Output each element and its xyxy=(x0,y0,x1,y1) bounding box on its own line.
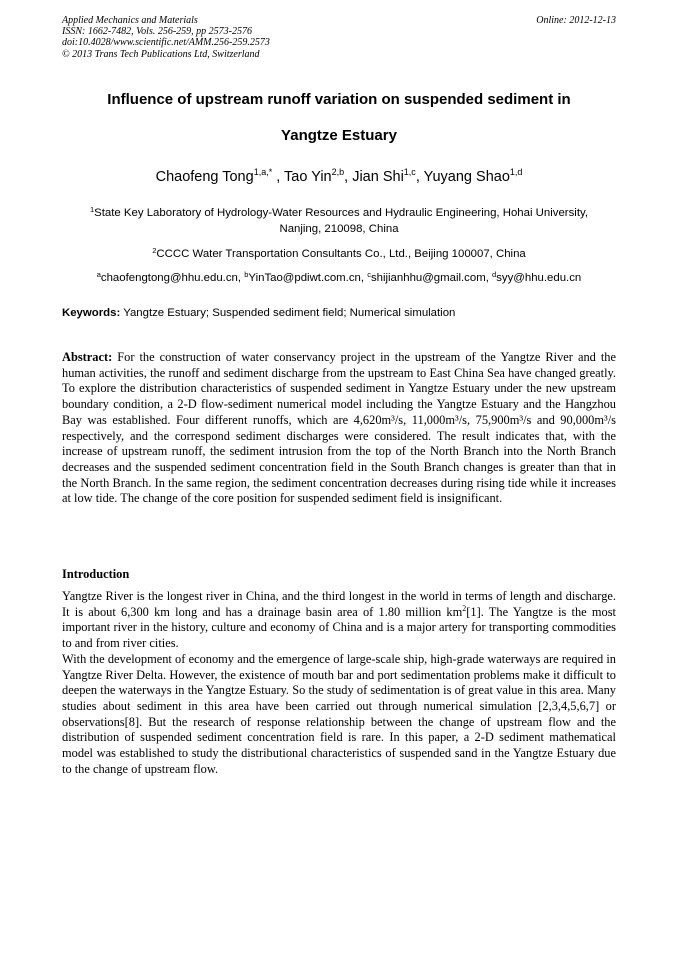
author-name: Tao Yin xyxy=(284,169,332,185)
abstract xyxy=(62,350,616,507)
affiliation-1 xyxy=(62,205,616,237)
author-list xyxy=(62,168,616,186)
author-name: Jian Shi xyxy=(352,169,404,185)
journal-doi: doi:10.4028/www.scientific.net/AMM.256-259.2573 xyxy=(62,37,270,49)
email-mark: b xyxy=(244,270,249,279)
affiliation-1-line-2: Nanjing, 210098, China xyxy=(279,223,399,235)
author-separator: , xyxy=(344,169,353,185)
affiliation-mark: 2 xyxy=(152,246,157,255)
email-mark: d xyxy=(492,270,497,279)
abstract-text: For the construction of water conservancy project in the upstream of the Yangtze River and the human activities, the runoff and sediment discharge from the upstream to East China Sea have changed greatly. To explore the distribution characteristics of suspended sediment in Yangtze Estuary under the new upstream boundary condition, a 2-D flow-sediment numerical model including the Yangtze Estuary and the Hangzhou Bay was established. Four different runoffs, which are 4,620m³/s, 11,000m³/s, 75,900m³/s and 90,000m³/s respectively, and the correspond sediment discharges were considered. The result indicates that, with the increase of upstream runoff, the sediment intrusion from the top of the North Branch into the North Branch decreases and the suspended sediment concentration field in the South Branch changes is greater than that in the North Branch. In the same region, the sediment concentration decreases during rising tide while it increases at low tide. The change of the core position for suspended sediment field is insignificant. xyxy=(62,350,616,506)
keywords-label: Keywords: xyxy=(62,307,121,319)
keywords xyxy=(62,305,616,321)
author-separator: , xyxy=(272,169,285,185)
journal-issn: ISSN: 1662-7482, Vols. 256-259, pp 2573-2576 xyxy=(62,26,252,38)
paper-title-line-1: Influence of upstream runoff variation on suspended sediment in xyxy=(107,91,571,108)
affiliation-2 xyxy=(62,246,616,262)
introduction-body xyxy=(62,589,616,777)
author-name: Yuyang Shao xyxy=(423,169,510,185)
paragraph-text: Yangtze River is the longest river in China, and the third longest in the world in terms of length and discharge. It is about 6,300 km long and has a drainage basin area of 1.80 million km xyxy=(62,589,616,619)
email-address[interactable]: YinTao@pdiwt.com.cn xyxy=(248,272,361,284)
author-affiliation-mark: 1,d xyxy=(509,167,523,177)
affiliation-2-text: CCCC Water Transportation Consultants Co., Ltd., Beijing 100007, China xyxy=(156,248,526,260)
email-address[interactable]: syy@hhu.edu.cn xyxy=(496,272,582,284)
journal-copyright: © 2013 Trans Tech Publications Ltd, Switzerland xyxy=(62,48,260,60)
abstract-label: Abstract: xyxy=(62,350,113,364)
author-separator: , xyxy=(415,169,424,185)
author-affiliation-mark: 2,b xyxy=(331,167,345,177)
email-mark: a xyxy=(96,270,101,279)
paper-title-line-2: Yangtze Estuary xyxy=(281,127,397,144)
email-separator: , xyxy=(237,272,245,284)
paragraph-text: [1]. The Yangtze is the most important river in the history, culture and economy of China and is a major artery for transporting commodities to and from river cities. xyxy=(62,604,616,651)
introduction-paragraph-2: With the development of economy and the emergence of large-scale ship, high-grade waterways are required in Yangtze River Delta. However, the existence of mouth bar and port sedimentation problems make it difficult to deepen the waterways in the Yangtze Estuary. So the study of sedimentation is of great value in this area. Many studies about sediment in this area have been carried out through numerical simulation [2,3,4,5,6,7] or observations[8]. But the research of response relationship between the change of upstream flow and the distribution of suspended sediment concentration field is rare. In this paper, a 2-D sediment mathematical model was established to study the distributional characteristics of suspended sand in the Yangtze Estuary due to the change of upstream flow. xyxy=(62,651,616,776)
affiliation-1-line-1: State Key Laboratory of Hydrology-Water Resources and Hydraulic Engineering, Hohai University, xyxy=(94,207,588,219)
affiliation-mark: 1 xyxy=(90,205,95,214)
email-address[interactable]: shijianhhu@gmail.com xyxy=(370,272,486,284)
email-list xyxy=(62,270,616,286)
email-mark: c xyxy=(367,270,371,279)
author-affiliation-mark: 1,a,* xyxy=(253,167,273,177)
email-address[interactable]: chaofengtong@hhu.edu.cn xyxy=(100,272,238,284)
superscript: 2 xyxy=(462,603,467,613)
online-date: Online: 2012-12-13 xyxy=(536,15,616,26)
introduction-paragraph-1 xyxy=(62,589,616,652)
author-affiliation-mark: 1,c xyxy=(403,167,416,177)
section-heading-introduction: Introduction xyxy=(62,567,130,581)
email-separator: , xyxy=(360,272,368,284)
journal-name: Applied Mechanics and Materials xyxy=(62,15,198,26)
email-separator: , xyxy=(485,272,493,284)
author-name: Chaofeng Tong xyxy=(155,169,254,185)
keywords-text: Yangtze Estuary; Suspended sediment field; Numerical simulation xyxy=(120,307,456,319)
journal-header xyxy=(62,15,616,60)
